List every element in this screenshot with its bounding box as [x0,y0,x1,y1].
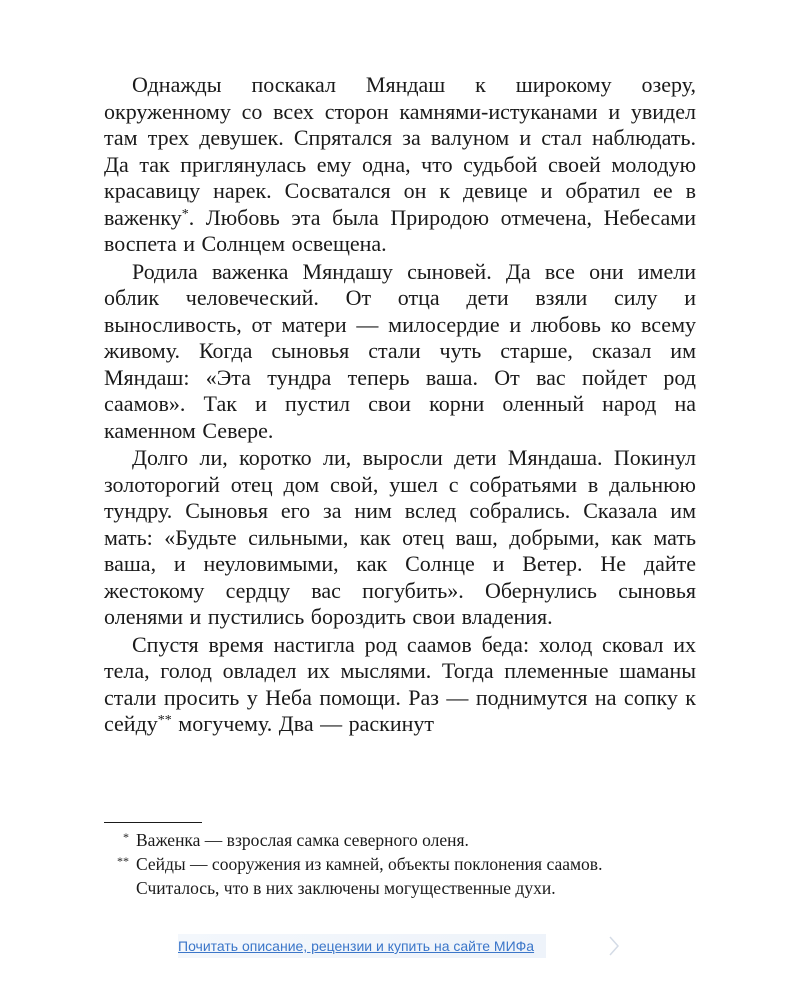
footnote-2 [104,852,704,900]
footnote-mark: * [123,830,129,844]
footnote-ref-2: ** [157,713,172,728]
footnote-ref-1: * [181,206,189,222]
chevron-right-icon[interactable] [606,934,622,958]
footnote-text: Сейды — сооружения из камней, объекты поклонения саамов. [136,854,603,874]
footnote-mark: ** [117,854,129,868]
paragraph-2: Родила важенка Мяндашу сыновей. Да все они имели облик человеческий. От отца дети взяли силу и выносливость, от матери — милосердие и любовь ко всему живому. Когда сыновья стали чуть старше, сказал им Мяндаш: «Эта тундра теперь ваша. От вас пойдет род саамов». Так и пустил свои корни оленный народ на каменном Севере. [104,258,696,443]
footnote-text: Считалось, что в них заключены могущественные духи. [136,878,556,898]
paragraph-3: Долго ли, коротко ли, выросли дети Мяндаша. Покинул золоторогий отец дом свой, ушел с собратьями в дальнюю тундру. Сыновья его за ним вслед собрались. Сказала им мать: «Будьте сильными, как отец ваш, добрыми, как мать ваша, и неуловимыми, как Солнце и Ветер. Не дайте жестокому сердцу вас погубить». Обернулись сыновья оленями и пустились бороздить свои владения. [104,445,696,629]
page-text [104,72,696,738]
store-link-label: Почитать описание, рецензии и купить на сайте МИФа [178,938,535,954]
store-link[interactable] [178,934,534,958]
footnote-1 [104,828,704,852]
footnotes [104,828,704,900]
paragraph-4: Спустя время настигла род саамов беда: холод сковал их тела, голод овладел их мыслями. Тогда племенные шаманы стали просить у Неба помощи. Раз — поднимутся на сопку к сейду** могучему. Два — раскинут [104,631,696,736]
paragraph-1: Однажды поскакал Мяндаш к широкому озеру, окруженному со всех сторон камнями-истуканами и увидел там трех девушек. Спрятался за валуном и стал наблюдать. Да так приглянулась ему одна, что судьбой своей молодую красавицу нарек. Сосватался он к девице и обратил ее в важенку*. Любовь эта была Природою отмечена, Небесами воспета и Солнцем освещена. [104,72,696,256]
footnote-divider [104,822,202,823]
footnote-text: Важенка — взрослая самка северного оленя. [136,830,469,850]
